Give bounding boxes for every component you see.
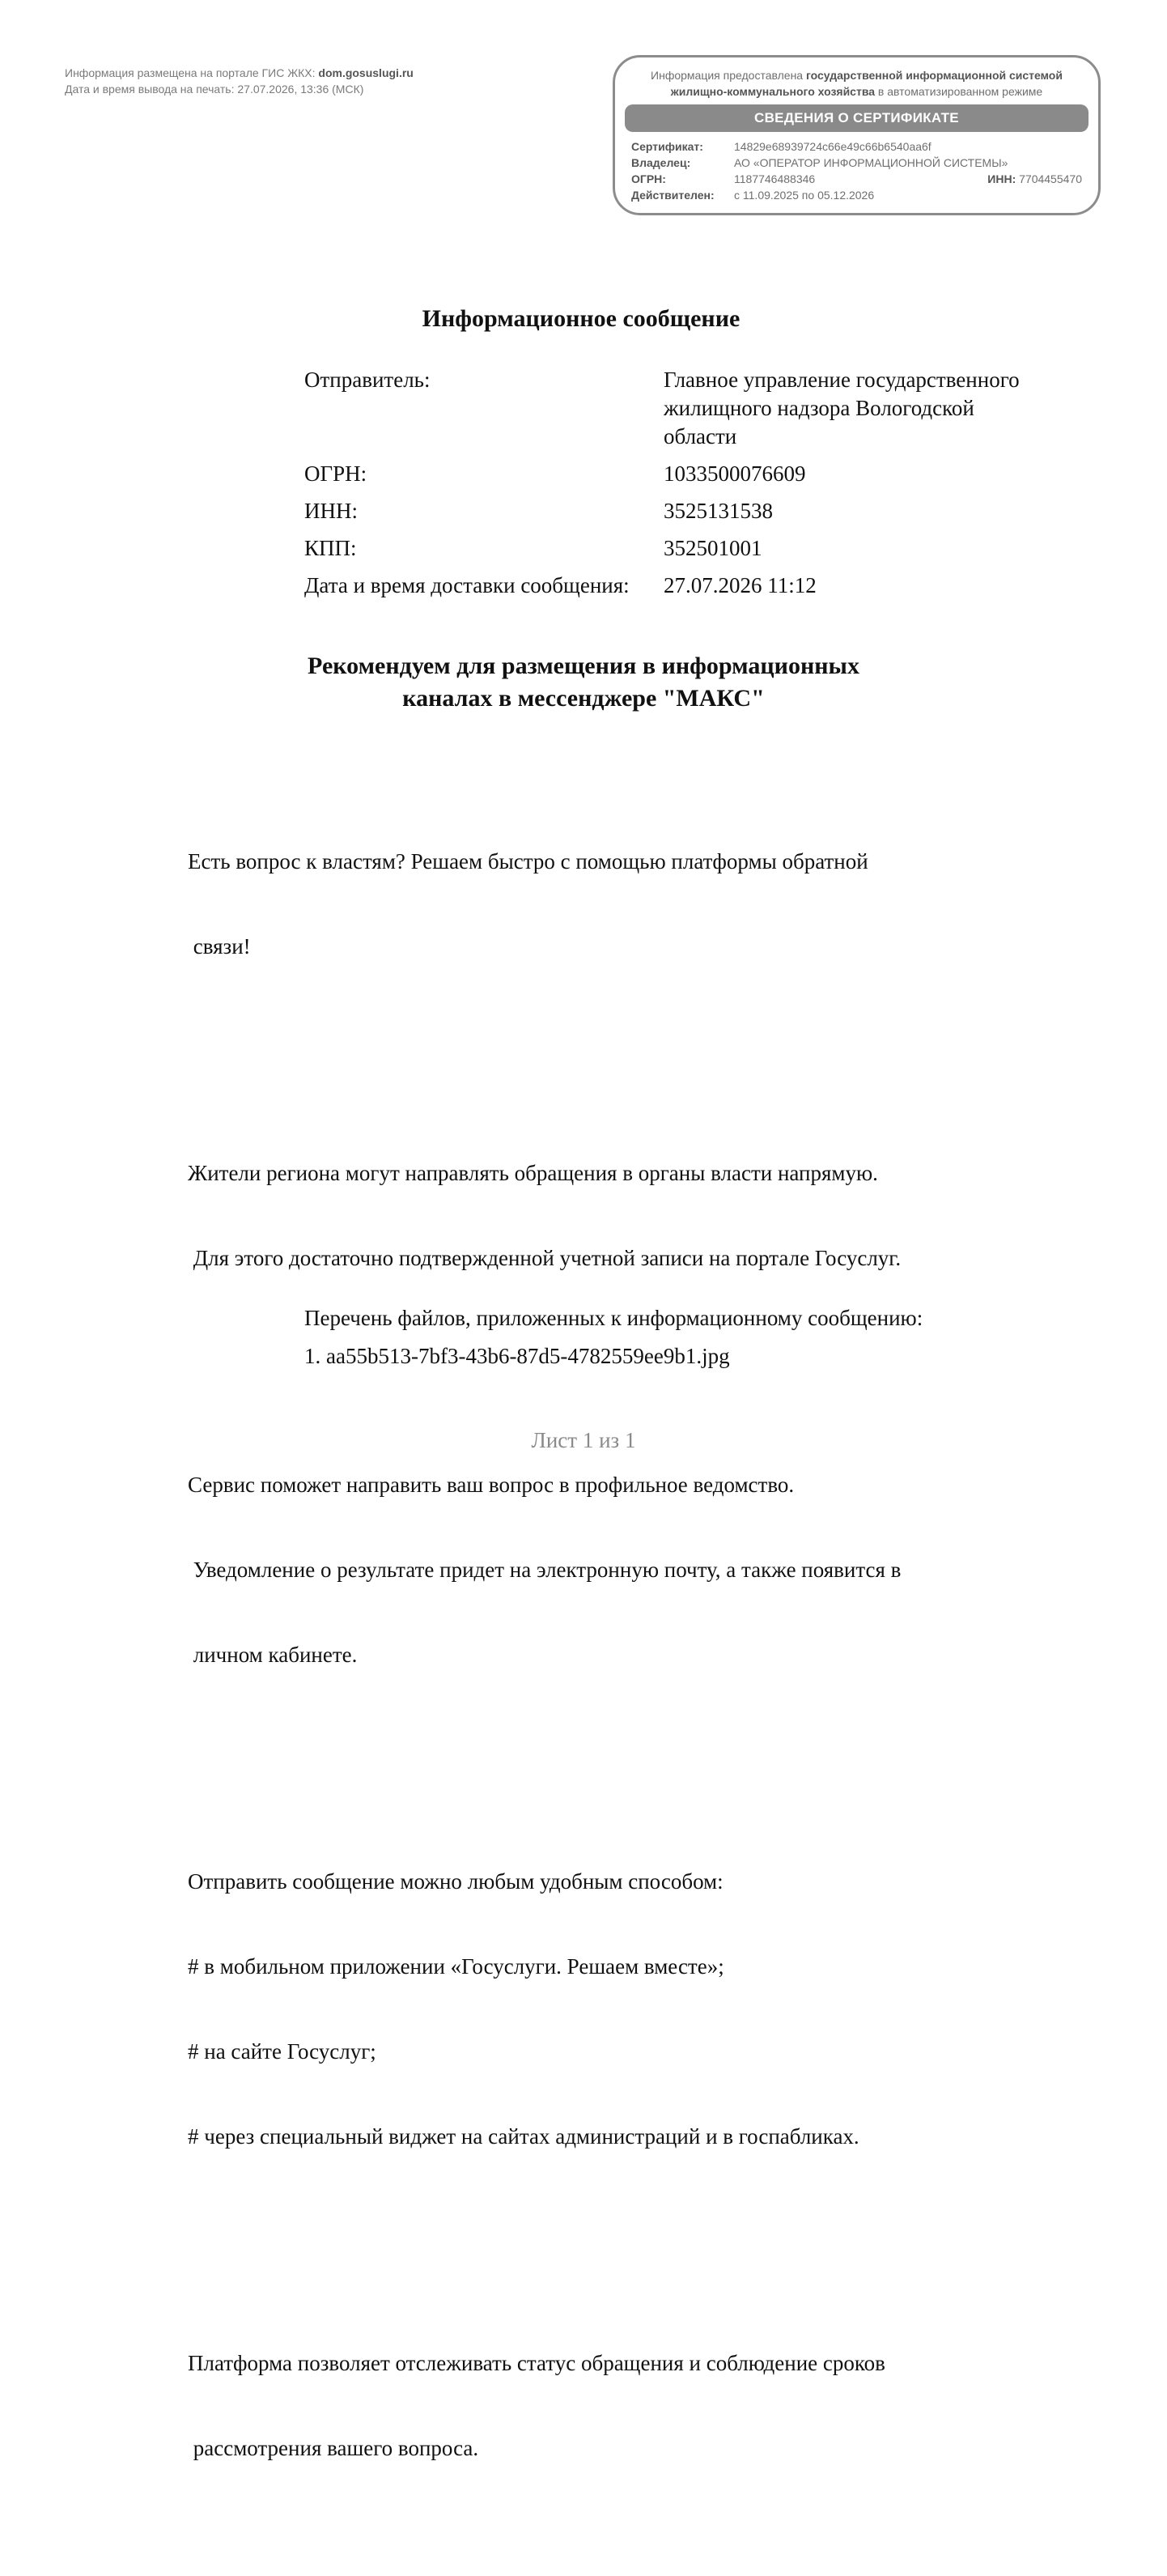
info-row-sender [304, 366, 1068, 451]
info-row-delivery-datetime [304, 572, 1068, 600]
certificate-row-label: ОГРН: [631, 172, 666, 185]
print-info-source-label: Информация размещена на портале ГИС ЖКХ: [65, 66, 319, 79]
info-value [664, 366, 1068, 451]
document-title [0, 303, 1167, 335]
body-paragraph [188, 2293, 997, 2519]
body-line: Жители региона могут направлять обращения в органы власти напрямую. [188, 1161, 878, 1185]
info-value-line: Главное управление государственного [664, 368, 1020, 392]
certificate-row-label: Сертификат: [631, 140, 703, 153]
body-line: связи! [188, 934, 251, 959]
body-line: рассмотрения вашего вопроса. [188, 2436, 479, 2460]
certificate-row-label: Владелец: [631, 156, 691, 169]
body-line: Сервис поможет направить ваш вопрос в профильное ведомство. [188, 1473, 795, 1497]
info-row-ogrn [304, 460, 1068, 488]
certificate-row [631, 171, 1082, 187]
info-value-line: жилищного надзора Вологодской [664, 396, 974, 420]
certificate-row-value: с 11.09.2025 по 05.12.2026 [734, 189, 875, 202]
certificate-row-value: 1187746488346 [734, 172, 816, 185]
certificate-header-bold-2: жилищно-коммунального хозяйства [670, 85, 876, 98]
recommendation-heading [0, 650, 1167, 715]
certificate-header-text-2: в автоматизированном режиме [875, 85, 1043, 98]
certificate-rows [631, 138, 1082, 203]
certificate-inn [987, 171, 1082, 187]
body-line: Отправить сообщение можно любым удобным способом: [188, 1869, 724, 1894]
info-label: ИНН: [304, 499, 358, 523]
certificate-row [631, 187, 1082, 203]
info-value-line: области [664, 424, 737, 448]
certificate-inn-label: ИНН: [987, 172, 1016, 185]
body-line: Платформа позволяет отслеживать статус обращения и соблюдение сроков [188, 2351, 885, 2375]
page-counter: Лист 1 из 1 [531, 1428, 636, 1452]
body-line: Есть вопрос к властям? Решаем быстро с помощью платформы обратной [188, 849, 868, 874]
print-info-site: dom.gosuslugi.ru [318, 66, 414, 79]
body-line: # на сайте Госуслуг; [188, 2039, 376, 2064]
body-paragraph [188, 1414, 997, 1726]
certificate-inn-value: 7704455470 [1016, 172, 1082, 185]
certificate-row [631, 138, 1082, 155]
body-paragraph [188, 1811, 997, 2208]
attachments [304, 1304, 923, 1371]
print-info-datetime: Дата и время вывода на печать: 27.07.2026, 13:36 (МСК) [65, 83, 364, 96]
body-line: Уведомление о результате придет на электронную почту, а также появится в [188, 1558, 902, 1582]
body-line: Для этого достаточно подтвержденной учетной записи на портале Госуслуг. [188, 1246, 902, 1270]
certificate-header-text-1: Информация предоставлена [651, 69, 806, 82]
certificate-header-bold-1: государственной информационной системой [805, 69, 1063, 82]
print-info-source [65, 65, 414, 81]
certificate-title-bar: СВЕДЕНИЯ О СЕРТИФИКАТЕ [625, 104, 1088, 132]
info-row-kpp [304, 534, 1068, 563]
recommendation-heading-line: Рекомендуем для размещения в информационных [308, 653, 859, 679]
info-value: 27.07.2026 11:12 [664, 573, 817, 597]
info-value: 1033500076609 [664, 461, 806, 486]
info-label: Дата и время доставки сообщения: [304, 573, 630, 597]
certificate-row-label: Действителен: [631, 189, 715, 202]
info-row-inn [304, 497, 1068, 525]
recommendation-heading-line: каналах в мессенджере "МАКС" [402, 685, 765, 712]
body-paragraph [188, 1103, 997, 1329]
certificate-header [615, 67, 1098, 100]
certificate-stamp [613, 55, 1101, 215]
document-title-text: Информационное сообщение [422, 305, 741, 332]
sender-info-table [304, 366, 1068, 609]
body-line: # в мобильном приложении «Госуслуги. Решаем вместе»; [188, 1954, 724, 1979]
body-line: # через специальный виджет на сайтах администраций и в госпабликах. [188, 2124, 859, 2149]
body-paragraph [188, 791, 997, 1018]
certificate-row [631, 155, 1082, 171]
certificate-row-value: АО «ОПЕРАТОР ИНФОРМАЦИОННОЙ СИСТЕМЫ» [734, 156, 1008, 169]
info-label: Отправитель: [304, 368, 431, 392]
body-line: личном кабинете. [188, 1643, 358, 1667]
info-value: 352501001 [664, 536, 762, 560]
info-label: ОГРН: [304, 461, 367, 486]
info-value: 3525131538 [664, 499, 773, 523]
print-info [65, 65, 414, 97]
certificate-row-value: 14829e68939724c66e49c66b6540aa6f [734, 140, 931, 153]
message-body [188, 734, 997, 2576]
info-label: КПП: [304, 536, 357, 560]
attachment-file: 1. aa55b513-7bf3-43b6-87d5-4782559ee9b1.jpg [304, 1344, 730, 1368]
attachments-heading: Перечень файлов, приложенных к информационному сообщению: [304, 1306, 923, 1330]
